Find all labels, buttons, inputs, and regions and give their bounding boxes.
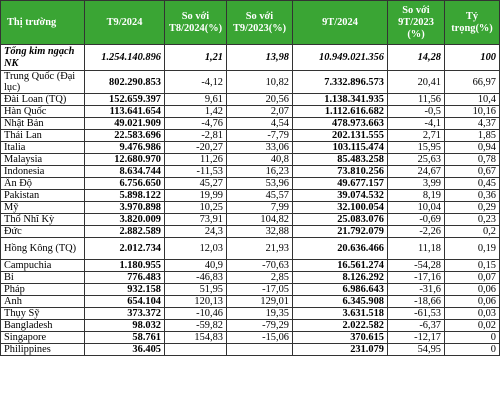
cell-vs-9t-2023: 24,67 (388, 166, 445, 178)
cell-vs-t8: 11,26 (165, 154, 227, 166)
cell-market: Nhật Bản (1, 118, 85, 130)
cell-nine-months: 1.138.341.935 (293, 94, 388, 106)
cell-vs-9t-2023: 10,04 (388, 202, 445, 214)
cell-vs-t9-2023: 7,99 (227, 202, 293, 214)
cell-vs-9t-2023: 25,63 (388, 154, 445, 166)
cell-vs-t8: -20,27 (165, 142, 227, 154)
cell-vs-t8: -10,46 (165, 308, 227, 320)
header-row (1, 1, 500, 45)
cell-share: 4,37 (445, 118, 500, 130)
cell-vs-9t-2023: 3,99 (388, 178, 445, 190)
cell-nine-months: 2.022.582 (293, 320, 388, 332)
cell-vs-9t-2023: 11,18 (388, 238, 445, 260)
total-share: 100 (445, 45, 500, 71)
cell-t9: 9.476.986 (85, 142, 165, 154)
table-row (1, 214, 500, 226)
cell-share: 0,29 (445, 202, 500, 214)
cell-vs-t8: 1,42 (165, 106, 227, 118)
cell-nine-months: 49.677.157 (293, 178, 388, 190)
cell-market: Anh (1, 296, 85, 308)
cell-market: Bỉ (1, 272, 85, 284)
cell-vs-9t-2023: 20,41 (388, 71, 445, 94)
cell-nine-months: 103.115.474 (293, 142, 388, 154)
cell-vs-t8: -2,81 (165, 130, 227, 142)
cell-t9: 58.761 (85, 332, 165, 344)
cell-share: 10,16 (445, 106, 500, 118)
cell-t9: 932.158 (85, 284, 165, 296)
table-row (1, 308, 500, 320)
cell-vs-t9-2023 (227, 344, 293, 356)
table-row (1, 344, 500, 356)
cell-market: Italia (1, 142, 85, 154)
cell-t9: 5.898.122 (85, 190, 165, 202)
table-row (1, 284, 500, 296)
cell-vs-9t-2023: 54,95 (388, 344, 445, 356)
cell-nine-months: 8.126.292 (293, 272, 388, 284)
cell-t9: 1.180.955 (85, 260, 165, 272)
cell-share: 66,97 (445, 71, 500, 94)
cell-t9: 3.820.009 (85, 214, 165, 226)
cell-t9: 654.104 (85, 296, 165, 308)
cell-vs-t8: 120,13 (165, 296, 227, 308)
cell-vs-9t-2023: -0,69 (388, 214, 445, 226)
cell-market: Hồng Kông (TQ) (1, 238, 85, 260)
table-row (1, 154, 500, 166)
cell-t9: 36.405 (85, 344, 165, 356)
header-vs-9t-2023: So với 9T/2023 (%) (388, 1, 445, 45)
cell-t9: 49.021.909 (85, 118, 165, 130)
cell-share: 0,2 (445, 226, 500, 238)
cell-t9: 6.756.650 (85, 178, 165, 190)
cell-share: 0,06 (445, 284, 500, 296)
cell-vs-9t-2023: 11,56 (388, 94, 445, 106)
cell-vs-t9-2023: 40,8 (227, 154, 293, 166)
cell-nine-months: 1.112.616.682 (293, 106, 388, 118)
table-row (1, 202, 500, 214)
table-row (1, 71, 500, 94)
table-row (1, 190, 500, 202)
table-row (1, 94, 500, 106)
cell-vs-t8: -4,76 (165, 118, 227, 130)
cell-vs-t9-2023: -17,05 (227, 284, 293, 296)
table-row (1, 272, 500, 284)
cell-vs-t8 (165, 344, 227, 356)
cell-share: 10,4 (445, 94, 500, 106)
table-row (1, 226, 500, 238)
cell-nine-months: 25.083.076 (293, 214, 388, 226)
cell-market: Đài Loan (TQ) (1, 94, 85, 106)
cell-market: Hàn Quốc (1, 106, 85, 118)
cell-vs-t9-2023: 129,01 (227, 296, 293, 308)
cell-share: 0,23 (445, 214, 500, 226)
cell-vs-9t-2023: -61,53 (388, 308, 445, 320)
cell-share: 0,02 (445, 320, 500, 332)
cell-nine-months: 16.561.274 (293, 260, 388, 272)
total-nine-months: 10.949.021.356 (293, 45, 388, 71)
cell-vs-9t-2023: 15,95 (388, 142, 445, 154)
table-row (1, 332, 500, 344)
cell-share: 0,67 (445, 166, 500, 178)
cell-market: Trung Quốc (Đại lục) (1, 71, 85, 94)
cell-t9: 3.970.898 (85, 202, 165, 214)
cell-market: Ấn Độ (1, 178, 85, 190)
cell-vs-t9-2023: -79,29 (227, 320, 293, 332)
cell-vs-t8: -11,53 (165, 166, 227, 178)
table-row (1, 296, 500, 308)
cell-market: Malaysia (1, 154, 85, 166)
cell-nine-months: 3.631.518 (293, 308, 388, 320)
cell-vs-t8: -59,82 (165, 320, 227, 332)
cell-t9: 776.483 (85, 272, 165, 284)
cell-share: 0,45 (445, 178, 500, 190)
cell-t9: 8.634.744 (85, 166, 165, 178)
cell-share: 0,94 (445, 142, 500, 154)
cell-nine-months: 32.100.054 (293, 202, 388, 214)
cell-nine-months: 21.792.079 (293, 226, 388, 238)
cell-vs-t8: 12,03 (165, 238, 227, 260)
cell-vs-t8: -4,12 (165, 71, 227, 94)
header-share: Tỷ trọng(%) (445, 1, 500, 45)
cell-vs-t8: 51,95 (165, 284, 227, 296)
cell-share: 0,06 (445, 296, 500, 308)
cell-market: Mỹ (1, 202, 85, 214)
cell-vs-t8: 154,83 (165, 332, 227, 344)
cell-share: 0,19 (445, 238, 500, 260)
cell-vs-t9-2023: -7,79 (227, 130, 293, 142)
cell-vs-t8: 24,3 (165, 226, 227, 238)
cell-vs-t8: 9,61 (165, 94, 227, 106)
header-vs-t9-2023: So với T9/2023(%) (227, 1, 293, 45)
cell-vs-t9-2023: 19,35 (227, 308, 293, 320)
table-row (1, 106, 500, 118)
cell-vs-9t-2023: -0,5 (388, 106, 445, 118)
cell-vs-9t-2023: -17,16 (388, 272, 445, 284)
cell-vs-t8: 10,25 (165, 202, 227, 214)
total-t9: 1.254.140.896 (85, 45, 165, 71)
total-vs-9t-2023: 14,28 (388, 45, 445, 71)
table-row (1, 130, 500, 142)
cell-t9: 152.659.397 (85, 94, 165, 106)
cell-share: 0 (445, 332, 500, 344)
table-row (1, 238, 500, 260)
cell-market: Thổ Nhĩ Kỳ (1, 214, 85, 226)
cell-vs-t9-2023: 2,85 (227, 272, 293, 284)
cell-vs-t9-2023: 45,57 (227, 190, 293, 202)
cell-vs-9t-2023: -6,37 (388, 320, 445, 332)
cell-vs-t8: 45,27 (165, 178, 227, 190)
cell-market: Singapore (1, 332, 85, 344)
cell-nine-months: 39.074.532 (293, 190, 388, 202)
cell-t9: 12.680.970 (85, 154, 165, 166)
cell-t9: 113.641.654 (85, 106, 165, 118)
cell-share: 0,03 (445, 308, 500, 320)
total-vs-t9-2023: 13,98 (227, 45, 293, 71)
header-market: Thị trường (1, 1, 85, 45)
cell-t9: 802.290.853 (85, 71, 165, 94)
cell-vs-t9-2023: -70,63 (227, 260, 293, 272)
cell-vs-9t-2023: -31,6 (388, 284, 445, 296)
table-row (1, 142, 500, 154)
cell-nine-months: 7.332.896.573 (293, 71, 388, 94)
cell-nine-months: 478.973.663 (293, 118, 388, 130)
cell-market: Indonesia (1, 166, 85, 178)
cell-nine-months: 6.345.908 (293, 296, 388, 308)
cell-share: 1,85 (445, 130, 500, 142)
cell-vs-t9-2023: 104,82 (227, 214, 293, 226)
cell-share: 0,36 (445, 190, 500, 202)
cell-t9: 2.012.734 (85, 238, 165, 260)
table-row (1, 166, 500, 178)
cell-nine-months: 370.615 (293, 332, 388, 344)
cell-market: Thái Lan (1, 130, 85, 142)
cell-vs-t9-2023: 4,54 (227, 118, 293, 130)
cell-vs-t9-2023: 32,88 (227, 226, 293, 238)
cell-market: Campuchia (1, 260, 85, 272)
cell-vs-t9-2023: 33,06 (227, 142, 293, 154)
header-vs-t8: So với T8/2024(%) (165, 1, 227, 45)
cell-vs-9t-2023: 8,19 (388, 190, 445, 202)
cell-t9: 98.032 (85, 320, 165, 332)
cell-vs-t9-2023: 16,23 (227, 166, 293, 178)
cell-vs-t8: -46,83 (165, 272, 227, 284)
cell-vs-9t-2023: -4,1 (388, 118, 445, 130)
total-row (1, 45, 500, 71)
cell-share: 0,07 (445, 272, 500, 284)
cell-vs-t9-2023: 53,96 (227, 178, 293, 190)
cell-share: 0,15 (445, 260, 500, 272)
cell-nine-months: 6.986.643 (293, 284, 388, 296)
cell-market: Philippines (1, 344, 85, 356)
cell-vs-9t-2023: -54,28 (388, 260, 445, 272)
cell-market: Đức (1, 226, 85, 238)
cell-share: 0 (445, 344, 500, 356)
cell-nine-months: 231.079 (293, 344, 388, 356)
cell-vs-9t-2023: 2,71 (388, 130, 445, 142)
table-row (1, 260, 500, 272)
cell-vs-t8: 73,91 (165, 214, 227, 226)
cell-vs-9t-2023: -18,66 (388, 296, 445, 308)
cell-t9: 22.583.696 (85, 130, 165, 142)
total-market: Tổng kim ngạch NK (1, 45, 85, 71)
cell-vs-t9-2023: -15,06 (227, 332, 293, 344)
header-nine-months: 9T/2024 (293, 1, 388, 45)
cell-vs-t9-2023: 20,56 (227, 94, 293, 106)
table-row (1, 178, 500, 190)
header-t9: T9/2024 (85, 1, 165, 45)
cell-t9: 373.372 (85, 308, 165, 320)
cell-market: Thụy Sỹ (1, 308, 85, 320)
cell-share: 0,78 (445, 154, 500, 166)
cell-vs-t9-2023: 2,07 (227, 106, 293, 118)
cell-market: Bangladesh (1, 320, 85, 332)
cell-nine-months: 20.636.466 (293, 238, 388, 260)
table-row (1, 118, 500, 130)
cell-nine-months: 73.810.256 (293, 166, 388, 178)
total-vs-t8: 1,21 (165, 45, 227, 71)
cell-market: Pháp (1, 284, 85, 296)
cell-vs-9t-2023: -12,17 (388, 332, 445, 344)
cell-t9: 2.882.589 (85, 226, 165, 238)
cell-vs-9t-2023: -2,26 (388, 226, 445, 238)
table-row (1, 320, 500, 332)
cell-vs-t9-2023: 21,93 (227, 238, 293, 260)
cell-vs-t9-2023: 10,82 (227, 71, 293, 94)
cell-nine-months: 202.131.555 (293, 130, 388, 142)
cell-market: Pakistan (1, 190, 85, 202)
cell-vs-t8: 19,99 (165, 190, 227, 202)
cell-vs-t8: 40,9 (165, 260, 227, 272)
cell-nine-months: 85.483.258 (293, 154, 388, 166)
